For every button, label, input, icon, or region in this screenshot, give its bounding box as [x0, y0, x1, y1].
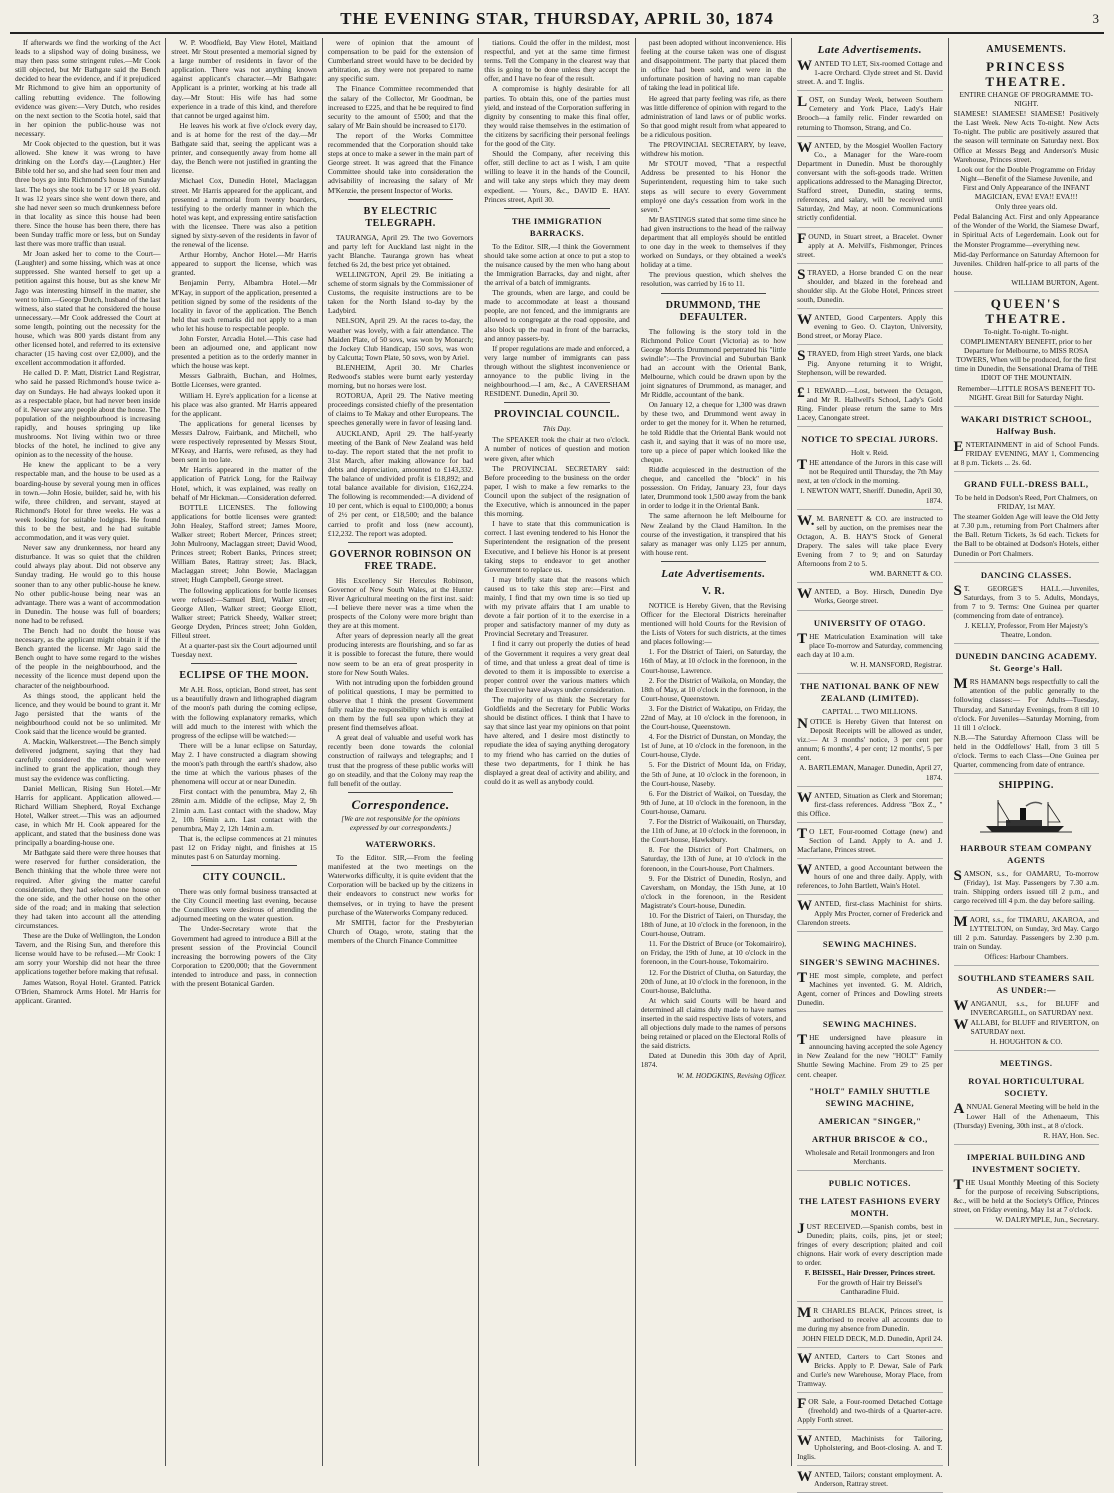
notice-paragraph: 2. For the District of Waikola, on Monday, the 18th of May, at 10 o'clock in the forenoon, in the Court-house, Queenstown. [640, 675, 787, 703]
classified-ad [954, 569, 1099, 645]
masthead-title: THE EVENING STAR, THURSDAY, APRIL 30, 1874 [340, 9, 774, 28]
classified-ad [954, 972, 1099, 1051]
classified-ad [797, 349, 942, 381]
article-paragraph: The report of the Works Committee recommended that the Corporation should take steps at once to make a sewer in the main part of George street. It was agreed that the Finance Committee should take into consideration the advisability of increasing the salary of Mr M'Kenzie, the present Inspector of Works. [327, 130, 474, 195]
classified-ad [797, 827, 942, 859]
article-paragraph: The PROVINCIAL SECRETARY said: Before proceeding to the business on the order paper, I wish to make a few remarks to the Council upon the subject of the resignation of the Executive, which is announced in the paper this morning. [484, 463, 630, 519]
ad-heading: SINGER'S SEWING MACHINES. [799, 956, 940, 967]
article-paragraph: A. Mackin, Walkerstreet.—The Bench simply delivered judgment, saying that they had carefully considered the matter and were inclined to grant the application, though they must say the evidence was conflicting. [15, 737, 161, 783]
article-paragraph: BLENHEIM, April 30. Mr Charles Redwood's stables were burnt early yesterday morning, but no horses were lost. [327, 362, 474, 391]
article-paragraph: ROTORUA, April 29. The Native meeting proceedings consisted chiefly of the presentation of claims to Te Makay and other Europeans. The speeches generally were in favor of leasing land. [327, 391, 474, 428]
article-paragraph: As things stood, the applicant held the licence, and they would be bound to grant it. Mr Jago persisted that the wants of the neighbourhood could not be so unlimited. Mr Cook said that the licence would be granted. [15, 690, 161, 737]
ad-text: Remember—LITTLE ROSA'S BENEFIT TO-NIGHT. Great Bill for Saturday Night. [957, 383, 1096, 402]
ad-text: MRS HAMANN begs respectfully to call the attention of the public generally to the following classes:— For Adults—Tuesday, Thursday, and Saturday Evenings, from 8 till 10 o'clock. For Juveniles—Saturday Morning, from 11 till 1 o'clock. [953, 676, 1099, 732]
ad-heading: UNIVERSITY OF OTAGO. [813, 617, 926, 628]
ad-text: WANTED, Carters to Cart Stones and Bricks. Apply to P. Dewar, Sale of Park and Curle's new Warehouse, Moray Place, from Tramway. [797, 1350, 943, 1389]
divider [504, 208, 609, 209]
section-heading: BY ELECTRIC TELEGRAPH. [363, 205, 438, 229]
ad-text: SAMSON, s.s., for OAMARU, To-morrow (Friday), 1st May. Passengers by 7.30 a.m. train. Shipping orders issued till 2 p.m., and cargo received till 4 p.m. the day before sailing. [953, 868, 1099, 906]
section-heading: DRUMMOND, THE DEFAULTER. [665, 299, 761, 323]
ad-signature: A. BARTLEMAN, Manager. Dunedin, April 27, 1874. [799, 763, 943, 782]
notice-paragraph: 9. For the District of Dunedin, Roslyn, and Caversham, on Monday, the 15th June, at 10 o'clock in the forenoon, in the Resident Magistrate's Court-house, Dunedin. [640, 873, 787, 910]
article-paragraph: If afterwards we find the working of the Act leads to a slipshod way of doing business, we may then pass some stringent rules.—Mr Cook still objected, but Mr Bathgate said the Bench decided to hear the evidence, and if it prejudiced Mr Richmond to give him an opportunity of calling rebutting evidence. The following evidence was given:—Very Dutch, who resides on the next section to the Scotia hotel, said that in her opinion the public-house was not necessary. [15, 38, 161, 138]
ad-text: LOST, on Sunday Week, between Southern Cemetery and York Place, Lady's Hair Brooch—a family relic. Finder rewarded on returning to Thomson, Strang, and Co. [797, 94, 943, 132]
article-paragraph: On January 12, a cheque for 1,300 was drawn by these two, and Drummond went away in order to get the money for it. When he returned, he told Riddle that the Oriental Bank would not cash it, and saying that it was of no more use, tore up a piece of paper which looked like the cheque. [640, 400, 787, 464]
ad-signature: F. BEISSEL, Hair Dresser, Princes street. [804, 1268, 935, 1278]
ad-heading: HARBOUR STEAM COMPANY AGENTS [960, 843, 1093, 866]
article-paragraph: Mr SMITH, factor for the Presbyterian Church of Otago, wrote, stating that the members of the Church Finance Committee [327, 917, 474, 945]
ad-subheading: CAPITAL ... TWO MILLIONS. [822, 706, 918, 716]
section-heading: ECLIPSE OF THE MOON. [179, 670, 309, 682]
classified-ad [797, 1434, 942, 1466]
notice-paragraph: 11. For the District of Bruce (or Tokomairiro), on Friday, the 19th of June, at 10 o'clock in the forenoon, in the Court-house, Tokomairiro. [640, 939, 787, 967]
article-paragraph: The majority of us think the Secretary for Goldfields and the Secretary for Public Works should be distinct offices. I think that I have to say that since last year my opinions on that point have altered, and I desire most distinctly to repudiate the idea of saying anything derogatory to my friend who has carried on the duties of these two departments, for I think he has displayed a great deal of activity and ability, and could do it as well as anybody could. [484, 695, 630, 786]
column-1 [10, 38, 166, 1466]
article-paragraph: Never saw any drunkenness, nor heard any disturbance. It was so quiet that the children could always play about. Did not observe any Sunday trading. He would go to this house sooner than to any other public-house he knew. No other public-house being near was an advantage. There was a want of accommodation in Dunedin. The house was full of boarders; none had to be refused. [15, 543, 161, 625]
ad-text: JUST RECEIVED.—Spanish combs, best in Dunedin; plaits, coils, pins, jet or steel; fringes of every description; plaited and coil chignons. Hair work of every description made to order. [797, 1220, 943, 1268]
newspaper-columns [10, 38, 1104, 1488]
ad-subheading: To-night. To-night. To-night. [983, 326, 1069, 336]
ad-signature: I. NEWTON WATT, Sheriff. Dunedin, April 30, 1874. [800, 486, 943, 505]
article-paragraph: Mr Harris appeared in the matter of the application of Patrick Long, for the Railway Hotel, which, it was explained, was really on behalf of Mr Hickman.—Consideration deferred. [171, 465, 317, 502]
ad-title: QUEEN'S THEATRE. [985, 295, 1068, 326]
classified-ad [954, 650, 1099, 774]
ad-subheading: ENTIRE CHANGE OF PROGRAMME TO-NIGHT. [959, 90, 1094, 109]
article-paragraph: WELLINGTON, April 29. Be initiating a scheme of storm signals by the Commissioner of Customs, the requisite instructions are to be taken for the North Island to-day by the Ladybird. [327, 269, 474, 316]
ad-text: W.M. BARNETT & CO. are instructed to sell by auction, on the premises near the Octagon, A. B. HAY'S Stock of General Drapery. The sales will take place Every Evening from 7 to 9; and on Saturday Afternoons from 2 to 5. [797, 512, 943, 569]
article-paragraph: The same afternoon he left Melbourne for New Zealand by the Claud Hamilton. In the course of the investigation, it transpired that his salary as manager was only L125 per annum, with house rent. [640, 511, 787, 557]
article-paragraph: Mr Cook objected to the question, but it was allowed. She knew it was wrong to have drinking on the Lord's day.—(Laughter.) Her Bible told her so, and she had seen four men and three boys go into Richmond's house on Sunday last. The boys she took to be 17 or 18 years old. It was 12 years since she went down there, and she had never seen so much drunkenness before in that locality as since this house had been there. Since the house has been there, there has been Sunday traffic more or less, but on Sunday last there was more traffic than usual. [15, 139, 161, 249]
column-6 [792, 38, 948, 1488]
ad-heading: WAKARI DISTRICT SCHOOL, Halfway Bush. [960, 413, 1092, 436]
classified-ad [797, 1470, 942, 1493]
article-paragraph: W. P. Woodfield, Bay View Hotel, Maitland street. Mr Stout presented a memorial signed by a large number of residents in favor of the application. There was not anything known against applicant's character.—Mr Bathgate: Applicant is a printer, working at his trade all day.—Mr Stout: His wife has had some experience in a trade of this kind, and therefore that cannot be urged against him. [171, 38, 317, 120]
article-paragraph: I may briefly state that the reasons which caused us to take this step are:—First and mainly, I find that my own time is so tied up with my private affairs that I am unable to devote a fair portion of it to the exercise in a proper and satisfactory manner of my duty as Provincial Secretary and Treasurer. [484, 574, 630, 639]
notice-paragraph: 10. For the District of Taieri, on Thursday, the 18th of June, at 10 o'clock in the forenoon, in the Court-house, Outram. [640, 910, 787, 939]
classified-ad [954, 1151, 1099, 1229]
ad-signature: R. HAY, Hon. Sec. [1043, 1130, 1099, 1140]
ad-text: For the growth of Hair try Beissel's Cantharadine Fluid. [817, 1278, 922, 1297]
notice-paragraph: NOTICE is Hereby Given, that the Revising Officer for the Electoral Districts hereinafter mentioned will hold Courts for the Revision of the Lists of Voters for such districts, at the times and places following:— [640, 600, 787, 647]
ad-text: THE attendance of the Jurors in this case will not be Required until Thursday, the 7th May next, at ten o'clock in the morning. [797, 457, 943, 486]
notice-paragraph: At which said Courts will be heard and determined all claims duly made to have names inserted in the said respective lists of voters, and all objections duly made to the names of persons being retained or placed on the Electoral Rolls of the said districts. [640, 995, 787, 1051]
article-paragraph: Benjamin Perry, Albambra Hotel.—Mr M'Kay, in support of the application, presented a petition signed by some of the residents of the locality in favor of the application. The Bench held that such remarks did not apply to a man who let his house to respectable people. [171, 278, 317, 333]
section-heading: AMUSEMENTS. [986, 44, 1067, 55]
article-paragraph: AUCKLAND, April 29. The half-yearly meeting of the Bank of New Zealand was held to-day. The report stated that the net profit to 31st March, after making allowance for bad debts and depreciation, amounted to £143,332. The balance of undivided profit is £18,892; and total balance available for division, £162,224. The following is recommended:—A dividend of 10 per cent, which is equal to £100,000; a bonus of 2½ per cent, or £18,500; and the balance carried to profit and loss (new account), £12,232. The report was adopted. [327, 428, 474, 538]
ad-text: WANTED, a good Accountant between the hours of one and three daily. Apply, with references, to John Bartlett, Wain's Hotel. [797, 862, 943, 891]
ad-text: COMPLIMENTARY BENEFIT, prior to her Departure for Melbourne, to MISS ROSA TOWERS, When will be produced, for the first time in Dunedin, the Sensational Drama of THE IDIOT OF THE MOUNTAIN. [954, 337, 1098, 383]
section-heading: Correspondence. [351, 796, 450, 812]
article-paragraph: The previous question, which shelves the resolution, was carried by 16 to 11. [640, 270, 787, 289]
ad-text: Wholesale and Retail Ironmongers and Iron Merchants. [805, 1147, 935, 1166]
page-number: 3 [1092, 11, 1100, 26]
article-paragraph: Arthur Hornby, Anchor Hotel.—Mr Harris appeared to support the license, which was granted. [171, 250, 317, 278]
section-heading: Late Advertisements. [817, 44, 922, 56]
notice-paragraph: 5. For the District of Mount Ida, on Friday, the 5th of June, at 10 o'clock in the forenoon, in the Court-house, Naseby. [640, 760, 787, 788]
ad-text: THE Matriculation Examination will take place To-morrow and Saturday, commencing each day at 10 a.m. [797, 630, 943, 659]
article-paragraph: NELSON, April 29. At the races to-day, the weather was lovely, with a fair attendance. The Maiden Plate, of 50 sovs, was won by Monarch; the Jockey Club Handicap, 150 sovs, was won by Calcutta; Town Plate, 50 sovs, won by Ariel. [327, 316, 474, 362]
ad-text: WANTED, by the Mosgiel Woollen Factory Co., a Manager for the Ware-room Department in Dunedin. Must be thoroughly conversant with the soft-goods trade. Written applications addressed to the Managing Director, Stafford street, Dunedin, stating terms, references, and salary, will be received until Saturday, 2nd May, at noon. Communications strictly confidential. [797, 139, 943, 223]
classified-ad [954, 296, 1099, 407]
article-paragraph: The Bench had no doubt the house was necessary, as the applicant might obtain it if the Bench granted the license. Mr Jago said the Bench ought to have some regard to the wishes of the people in the neighbourhood, and the necessity of the licence must depend upon the character of the neighbourhood. [15, 626, 161, 690]
article-paragraph: First contact with the penumbra, May 2, 6h 28min a.m. Middle of the eclipse, May 2, 9h 21min a.m. Last contact with the shadow, May 2, 10h 56min a.m. Last contact with the penumbra, May 2, 12h 14min a.m. [171, 787, 317, 833]
classified-ad [954, 59, 1099, 292]
article-paragraph: His Excellency Sir Hercules Robinson, Governor of New South Wales, at the Hunter River Agricultural meeting on the first inst. said:—I believe there never was a time when the prospects of the Colony were more bright than they are at this moment. [327, 575, 474, 631]
ad-text: WANTED, a Boy. Hirsch, Dunedin Dye Works, George street. [797, 586, 943, 606]
ad-text: ANNUAL General Meeting will be held in the Lower Hall of the Athenaeum, This (Thursday) Evening, 30th inst., at 8 o'clock. [953, 1101, 1099, 1130]
ad-subheading: Holt v. Reid. [850, 448, 889, 458]
ad-heading: "HOLT" FAMILY SHUTTLE SEWING MACHINE, [809, 1085, 931, 1108]
article-paragraph: These are the Duke of Wellington, the London Tavern, and the Rising Sun, and therefore this license would have to be refused.—Mr Cook: I am sorry your Worship did not hear the three applications together before making that refusal. [15, 931, 161, 977]
article-paragraph: To the Editor. SIR,—I think the Government should take some action at once to put a stop to the nuisance caused by the men who hang about the Immigration Barracks, day and night, after the arrival of a batch of immigrants. [484, 241, 630, 288]
article-paragraph: The applications for general licenses by Messrs Dalrow, Fairbank, and Mitchell, who were respectively represented by Messrs Stout, M'Keay, and Harris, were refused, as they had been sent in too late. [171, 418, 317, 465]
ad-text: N.B.—The Saturday Afternoon Class will be held in the Oddfellows' Hall, from 3 till 5 o'clock. Terms to each Class—One Guinea per Quarter, commencing from date of entrance. [953, 732, 1099, 770]
classified-ad [797, 1018, 942, 1171]
classified-ad [797, 617, 942, 674]
article-paragraph: The PROVINCIAL SECRETARY, by leave, withdrew his motion. [640, 140, 787, 159]
royal-cipher: V. R. [701, 585, 725, 597]
ad-text: FOUND, in Stuart street, a Bracelet. Owner apply at A. Melvill's, Fishmonger, Princes street. [797, 230, 943, 259]
classified-ad [797, 680, 942, 787]
ad-heading: THE NATIONAL BANK OF NEW ZEALAND (LIMITED). [800, 680, 940, 703]
article-paragraph: James Watson, Royal Hotel. Granted. Patrick O'Brien, Shamrock Arms Hotel. Mr Harris for applicant. Granted. [15, 977, 161, 1005]
notice-paragraph: 8. For the District of Port Chalmers, on Saturday, the 13th of June, at 10 o'clock in the forenoon, in the Court-house, Port Chalmers. [640, 845, 787, 873]
article-paragraph: That is, the eclipse commences at 21 minutes past 12 on Friday night, and finishes at 15 minutes past 6 on Saturday morning. [171, 833, 317, 861]
ad-heading: GRAND FULL-DRESS BALL, [963, 479, 1089, 489]
classified-ad [797, 791, 942, 823]
article-paragraph: Mr A.H. Ross, optician, Bond street, has sent us a beautifully drawn and lithographed diagram of the moon's path during the coming eclipse, with the following explanatory remarks, which will add much to the interest with which the progress of the eclipse will be watched:— [171, 685, 317, 740]
article-paragraph: At a quarter-past six the Court adjourned until Tuesday next. [171, 641, 317, 660]
classified-ad [797, 1397, 942, 1429]
divider [191, 865, 296, 866]
classified-ad [797, 938, 942, 1012]
ad-text: WANTED, Tailors; constant employment. A. Anderson, Rattray street. [797, 1468, 943, 1488]
section-heading: CITY COUNCIL. [202, 872, 286, 884]
ad-text: Look out for the Double Programme on Friday Night—Benefit of the Siamese Juvenile, and First and Only Appearance of the INFANT MAGICIAN, EVA! EVA!! EVA!!! [956, 164, 1096, 202]
ad-heading: SOUTHLAND STEAMERS SAIL AS UNDER:— [958, 973, 1095, 995]
classified-ad [797, 59, 942, 91]
article-paragraph: With not intruding upon the forbidden ground of political questions, I may be permitted to observe that I think the present Government fully realize the responsibility which is entailed on them by the full sea upon which they at present find themselves afloat. [327, 677, 474, 733]
section-heading: Late Advertisements. [661, 567, 766, 580]
classified-ad [797, 95, 942, 136]
ad-heading: DUNEDIN DANCING ACADEMY. St. George's Hall. [955, 651, 1098, 674]
section-heading: PUBLIC NOTICES. [828, 1177, 911, 1188]
ad-signature: JOHN FIELD DECK, M.D. Dunedin, April 24. [802, 1333, 943, 1343]
section-heading: WATERWORKS. [365, 839, 436, 850]
classified-ad [797, 232, 942, 264]
article-paragraph: BOTTLE LICENSES. The following applications for bottle licenses were granted: John Healey, Stafford street; James Moore, Walker street; Robert Mercer, Princes street; John Mulroony, Maclaggan street; David Wood, Princes street; Robert Banks, Princes street; William Bates, Rattray street; Jas. Black, Maclaggan street; John Bowie, Maclaggan street; Hugh Campbell, George street. [171, 502, 317, 585]
classified-ad [797, 587, 942, 610]
ad-text: To be held in Dodson's Reed, Port Chalmers, on FRIDAY, 1st MAY. [955, 493, 1098, 512]
ad-signature: W. H. MANSFORD, Registrar. [850, 659, 943, 669]
ad-text: FOR Sale, a Four-roomed Detached Cottage (freehold) and two-thirds of a Quarter-acre. Apply Forth street. [797, 1396, 943, 1425]
article-paragraph: The SPEAKER took the chair at two o'clock. A number of notices of question and motion were given, after which [484, 435, 630, 463]
article-paragraph: To the Editor. SIR,—From the feeling manifested at the two meetings on the Waterworks difficulty, it is quite evident that the Corporation will be backed up by the citizens in their endeavors to construct new works for themselves, or in trying to have the present purchase of the Waterworks Company reduced. [327, 853, 474, 917]
ad-heading: ARTHUR BRISCOE & CO., [811, 1133, 928, 1144]
ad-title: PRINCESS THEATRE. [985, 59, 1068, 89]
classified-ad [797, 899, 942, 931]
classified-ad [797, 433, 942, 510]
notice-paragraph: 4. For the District of Dunstan, on Monday, the 1st of June, at 10 o'clock in the forenoon, in the Court-house, Clyde. [640, 732, 787, 760]
section-subheading: This Day. [542, 424, 572, 434]
ad-signature: WILLIAM BURTON, Agent. [1011, 277, 1099, 287]
section-heading: THE IMMIGRATION BARRACKS. [511, 215, 603, 238]
classified-ad [797, 141, 942, 228]
ad-text: THE most simple, complete, and perfect Machines yet invented. G. M. Aldrich, Agent, corner of Princes and Dowling streets Dunedin. [797, 969, 943, 1008]
ad-text: WANTED, Good Carpenters. Apply this evening to Geo. O. Clayton, University, Bond street, or Moray Place. [797, 312, 943, 341]
classified-ad [797, 1195, 942, 1302]
column-4 [479, 38, 635, 1466]
divider [661, 561, 766, 562]
ad-text: THE Usual Monthly Meeting of this Society for the purpose of receiving Subscriptions, &c., will be held at the Society's Office, Princes street, on Friday evening, May 1st at 7 o'clock. [953, 1176, 1099, 1215]
ad-text: Mid-day Performance on Saturday Afternoon for Juveniles. Children half-price to all parts of the house. [953, 249, 1099, 277]
ad-text: MAORI, s.s., for TIMARU, AKAROA, and LYTTELTON, on Sunday, 3rd May. Cargo till 2 p.m. Saturday. Passengers by 2.30 p.m. train on Sunday. [953, 913, 1099, 951]
article-paragraph: past been adopted without inconvenience. His feeling at the course taken was one of disgust and disappointment. The party that placed them in office had been sold, and were in the unfortunate position of having no man capable of taking the lead in political life. [640, 38, 787, 93]
ad-text: WANTED TO LET, Six-roomed Cottage and 1-acre Orchard. Clyde street and St. David street. A. and T. Inglis. [797, 58, 943, 87]
ad-text: Pedal Balancing Act. First and only Appearance of the Wonder of the World, the Siamese Dwarf, in Spiritual Acts of Legerdemain. Look out for the Monster Programme—everything new. [953, 212, 1099, 249]
notice-paragraph: 6. For the District of Waikoi, on Tuesday, the 9th of June, at 10 o'clock in the forenoon, in the Court-house, Oamaru. [640, 788, 787, 816]
ad-text: STRAYED, from High street Yards, one black Pig. Anyone returning it to Wright, Stephenson, will be rewarded. [797, 348, 943, 377]
article-paragraph: Mr Bathgate said there were three houses that were reserved for further consideration, the Bench thinking that the whole three were not required. After giving the matter careful consideration, they had selected one house on the one side, and the other house on the other side of the road; and in making that selection they had taken into account all the attending circumstances. [15, 848, 161, 930]
article-paragraph: Messrs Galbraith, Buchan, and Holmes, Bottle Licenses, were granted. [171, 371, 317, 390]
section-heading: SHIPPING. [998, 780, 1054, 792]
ad-text: TO LET, Four-roomed Cottage (new) and Section of Land. Apply to A. and J. Macfarlane, Princes street. [797, 825, 943, 855]
notice-paragraph: 1. For the District of Taieri, on Saturday, the 16th of May, at 10 o'clock in the forenoon, in the Court-house, Lawrence. [640, 647, 787, 675]
ad-text: Offices: Harbour Chambers. [984, 951, 1069, 961]
classified-ad [954, 915, 1099, 966]
article-paragraph: He called D. P. Matt, District Land Registrar, who said he passed Richmond's house twice a-day on Sundays. He had always looked upon it as a respectable place, but had never been inside of it. Never saw any people about the house. The population of the neighbourhood is increasing rapidly, and houses springing up like mushrooms. Not living within two or three blocks of the hotel, he inclined to give any opinion as to the necessity of the house. [15, 368, 161, 460]
ad-text: MR CHARLES BLACK, Princes street, is authorised to receive all accounts due to me during my absence from Dunedin. [797, 1304, 943, 1333]
article-paragraph: Michael Cox, Dunedin Hotel, Maclaggan street. Mr Harris appeared for the applicant, and presented a memorial from twenty boarders, testifying to the orderly manner in which the hotel was kept, and expressing entire satisfaction with the licensee. There was also a petition signed by sixty-seven of the residents in favor of the renewal of the license. [171, 176, 317, 250]
divider [348, 792, 453, 793]
article-paragraph: tiations. Could the offer in the mildest, most respectful, and yet at the same time firmest terms. Tell the Company in the clearest way that this is going to be done unless they accept the offer, and I have no fear of the result. [484, 38, 630, 84]
ad-text: THE undersigned have pleasure in announcing having accepted the sole Agency in New Zealand for the new "HOLT" Family Shuttle Sewing Machine. From 29 to 25 per cent. cheaper. [797, 1032, 943, 1079]
ad-heading: THE LATEST FASHIONS EVERY MONTH. [798, 1195, 941, 1218]
ad-text: SIAMESE! SIAMESE! SIAMESE! Positively the Last Week. New Acts To-night. New Acts To-night. The public are positively assured that the season will terminate on Saturday next. Box Office at Messrs Begg and Anderson's Music Warehouse, Princes street. [953, 109, 1099, 164]
classified-ad [954, 869, 1099, 910]
article-paragraph: He knew the applicant to be a very respectable man, and the house to be used as a boarding-house by several young men in offices in town.—John Hosie, builder, said he, with his wife, three children, and servant, stayed at Richmond's Hotel for three weeks. He was a week looking for suitable lodgings. He found this to be the best, and he had suitable accommodation, and it was very quiet. [15, 460, 161, 543]
ad-text: Only three years old. [995, 202, 1058, 212]
ad-text: ST. GEORGE'S HALL.—Juveniles, Saturdays, from 3 to 5. Adults, Mondays, from 7 to 9. Terms: One Guinea per quarter (commencing from date of entrance). [953, 582, 1099, 620]
ad-text: ENTERTAINMENT in aid of School Funds. FRIDAY EVENING, MAY 1, Commencing at 8 p.m. Tickets ... 2s. 6d. [953, 438, 1099, 467]
article-paragraph: I have to state that this communication is correct. I last evening tendered to his Honor the Superintendent the resignation of the present Executive, and I believe his Honor is at present taking steps to endeavor to get another Government to replace us. [484, 519, 630, 574]
article-paragraph: The grounds, when are large, and could be made to accommodate at least a thousand people, are not fenced, and the immigrants are allowed to congregate at the road opposite, and also block up the road in front of the barracks, and annoy passers-by. [484, 288, 630, 343]
article-paragraph: There was only formal business transacted at the City Council meeting last evening, because the Councillors were desirous of attending the adjourned meeting on the water question. [171, 887, 317, 924]
ad-text: STRAYED, a Horse branded C on the near shoulder, and blazed in the forehead and shoulder slip. At the Globe Hotel, Princes street south, Dunedin. [797, 266, 943, 305]
classified-ad [797, 514, 942, 584]
ad-text: WANGANUI, s.s., for BLUFF and INVERCARGILL, on SATURDAY next. [953, 998, 1099, 1018]
notice-paragraph: 12. For the District of Clutha, on Saturday, the 20th of June, at 10 o'clock in the forenoon, in the Court-house, Balclutha. [640, 967, 787, 995]
ad-heading: ROYAL HORTICULTURAL SOCIETY. [968, 1076, 1085, 1099]
notice-signature: W. M. HODGKINS, Revising Officer. [676, 1070, 787, 1080]
article-paragraph: I find it carry out properly the duties of head of the Government it requires a very great deal of time, and that unless a great deal of time is devoted to them it is impossible to exercise a proper control over the various matters which the Executive have always under consideration. [484, 639, 630, 694]
ad-text: WANTED, Machinists for Tailoring, Upholstering, and Boot-closing. A. and T. Inglis. [797, 1432, 943, 1461]
classified-ad [954, 1075, 1099, 1144]
ad-signature: W. DALRYMPLE, Jun., Secretary. [995, 1215, 1099, 1225]
article-paragraph: The Under-Secretary wrote that the Government had agreed to introduce a Bill at the present session of the Provincial Council increasing the borrowing powers of the City Corporation to £200,000; that the Government intended to introduce and pass, in connection with the present Botanical Garden. [171, 924, 317, 988]
article-paragraph: were of opinion that the amount of compensation to be paid for the extension of Cumberland street would have to be decided by arbitration, as they were not prepared to name any specific sum. [327, 38, 474, 84]
section-heading: GOVERNOR ROBINSON ON FREE TRADE. [329, 548, 472, 572]
article-paragraph: Mr Joan asked her to come to the Court—(Laughter) and some hissing, which was at once suppressed. She wanted herself to get up a petition against this house, but as she knew Mr Jago was interesting himself in the matter, she went to him.—George Dutch, husband of the last witness, also stated that he considered the house unnecessary.—Mr Cook addressed the Court at some length, pointing out the necessity for the house, which was 800 yards distant from any other licensed hotel, and referred to its extensive character (15 having cost over £2,000), and the excellent accommodation it afforded. [15, 249, 161, 368]
classified-ad [797, 386, 942, 427]
article-paragraph: Riddle acquiesced in the destruction of the cheque, and cancelled the "block" in his possession. On Friday, January 23, four days later, Drummond took 1,500 away from the bank in order to lodge it in the Oriental Bank. [640, 464, 787, 511]
divider [348, 199, 453, 200]
divider [504, 402, 609, 403]
article-paragraph: A compromise is highly desirable for all parties. To obtain this, one of the parties must yield, and instead of the Corporation suffering in dignity by consenting to make this final offer, they would raise themselves in the estimation of the citizens by sacrificing their personal feelings for the good of the City. [484, 84, 630, 149]
article-paragraph: There will be a lunar eclipse on Saturday, May 2. I have constructed a diagram showing the moon's path through the earth's shadow, also the time at which the various phases of the phenomena will occur at or near Dunedin. [171, 740, 317, 787]
article-paragraph: John Forster, Arcadia Hotel.—This case had been an adjourned one, and applicant now presented a petition as to the orderly manner in which the house was kept. [171, 334, 317, 371]
article-paragraph: Should the Company, after receiving this offer, still decline to act as I wish, I am quite willing to leave it in the hands of the Council, and will take any steps which they may deem expedient. — Yours, &c., DAVID E. HAY. Princes street, April 30. [484, 149, 630, 204]
classified-ad [797, 1352, 942, 1393]
article-paragraph: The following is the story told in the Richmond Police Court (Victoria) as to how George Morris Drummond perpetrated his "little swindle":—The Provincial and Suburban Bank had an account with the Oriental Bank, Melbourne, which could be drawn upon by the joint signatures of Drummond, as manager, and Mr Riddle, accountant of the bank. [640, 326, 787, 400]
ad-text: The steamer Golden Age will leave the Old Jetty at 7.30 p.m., returning from Port Chalmers after the Ball. Return Tickets, 3s 6d each. Tickets for the Ball to be obtained at Dodson's Hotels, either Dunedin or Port Chalmers. [953, 512, 1099, 558]
classified-ad [797, 863, 942, 895]
column-5 [636, 38, 792, 1466]
classified-ad [797, 313, 942, 345]
notice-paragraph: Dated at Dunedin this 30th day of April, 1874. [640, 1051, 787, 1070]
ad-text: £1 REWARD.—Lost, between the Octagon, and Mr R. Hallwell's School, Lady's Gold Ring. Finder please return the same to Mrs Lacey, Canongate street. [797, 384, 943, 422]
divider [348, 542, 453, 543]
classified-ad [954, 413, 1099, 472]
column-2 [166, 38, 322, 1466]
article-paragraph: The following applications for bottle licenses were refused:—Samuel Bird, Walker street; George Allen, Walker street; George Eliott, Walker street; Patrick Sheedy, Walker street; George Dryden, Princes street; John Golden, Filleul street. [171, 585, 317, 640]
notice-paragraph: 7. For the District of Waikouaiti, on Thursday, the 11th of June, at 10 o'clock in the forenoon, in the Court-house, Hawksbury. [640, 817, 787, 845]
masthead [10, 6, 1104, 34]
ad-heading: SEWING MACHINES. [822, 1019, 917, 1030]
classified-ad [954, 478, 1099, 563]
classified-ad [797, 1306, 942, 1348]
article-paragraph: A great deal of valuable and useful work has recently been done towards the colonial construction of railways and telegraphs; and I trust that the progress of these public works will go on steadily, and that the Colony may reap the full benefit of the outlay. [327, 733, 474, 788]
divider [661, 293, 766, 294]
steamship-icon [976, 796, 1076, 836]
ad-text: WANTED, Situation as Clerk and Storeman; first-class references. Address "Box Z., " this Office. [797, 789, 943, 818]
ad-heading: IMPERIAL BUILDING AND INVESTMENT SOCIETY. [966, 1151, 1086, 1174]
ad-heading: NOTICE TO SPECIAL JURORS. [801, 434, 939, 445]
ad-heading: AMERICAN "SINGER," [818, 1115, 922, 1126]
ad-text: WANTED, first-class Machinist for shirts. Apply Mrs Procter, corner of Frederick and Clarendon streets. [797, 898, 943, 927]
article-paragraph: If proper regulations are made and enforced, a very large number of immigrants can pass through without the slightest inconvenience or annoyance to the public living in the neighbourhood.—I am, &c., A CAVERSHAM RESIDENT. Dunedin, April 30. [484, 343, 630, 399]
article-paragraph: William H. Eyre's application for a license at his place was also granted. Mr Harris appeared for the applicant. [171, 390, 317, 418]
divider [191, 663, 296, 664]
ad-signature: H. HOUGHTON & CO. [990, 1037, 1063, 1047]
editorial-note: [We are not responsible for the opinions expressed by our correspondents.] [341, 813, 460, 832]
ad-heading: SEWING MACHINES. [822, 938, 917, 949]
article-paragraph: He leaves his work at five o'clock every day, and is at home for the rest of the day.—Mr Bathgate said that, seeing the applicant was a printer, and consequently away from home all day, the Bench were not justified in granting the license. [171, 120, 317, 176]
article-paragraph: He agreed that party feeling was rife, as there was little difference of opinion with regard to the administration of land laws or of public works. So that good might result from what appeared to be a ridiculous position. [640, 93, 787, 139]
article-paragraph: Daniel Mellican, Rising Sun Hotel.—Mr Harris for applicant. Application allowed.—Richard William Shepherd, Royal Exchange Hotel, Walker street.—This was an adjourned case, in which Mr H. Cook appeared for the applicant, and stated that the business done was principally a boarding-house one. [15, 783, 161, 848]
ad-signature: J. KELLY, Professor, From Her Majesty's Theatre, London. [964, 621, 1088, 640]
classified-ad [797, 268, 942, 309]
ad-text: NOTICE is Hereby Given that Interest on Deposit Receipts will be allowed as under, viz.:— At 3 months' notice, 3 per cent per annum; 6 months', 4 per cent; 12 months', 5 per cent. [797, 715, 943, 763]
ad-text: WALLABI, for BLUFF and RIVERTON, on SATURDAY next. [953, 1017, 1099, 1037]
ad-heading: DANCING CLASSES. [980, 569, 1072, 580]
section-heading: MEETINGS. [1000, 1058, 1053, 1069]
column-7 [949, 38, 1104, 1466]
article-paragraph: Mr BASTINGS stated that some time since he had given instructions to the head of the railway department that all employés should be entitled to one day in the week to themselves if they worked on Sundays, or they obtained a week's holiday at a time. [640, 214, 787, 270]
ad-signature: WM. BARNETT & CO. [869, 569, 943, 579]
column-3 [323, 38, 479, 1466]
article-paragraph: After years of depression nearly all the great producing interests are flourishing, and so far as it is possible to forecast the future, there would now seem to be an era of great prosperity in store for New South Wales. [327, 631, 474, 677]
section-heading: PROVINCIAL COUNCIL. [494, 409, 620, 421]
notice-paragraph: 3. For the District of Wakatipu, on Friday, the 22nd of May, at 10 o'clock in the forenoon, in the Court-house, Queenstown. [640, 703, 787, 732]
article-paragraph: Mr STOUT moved, "That a respectful Address be presented to his Honor the Superintendent, requesting him to take such steps as will secure to every Government employé one day's cessation from work in the seven." [640, 159, 787, 214]
article-paragraph: TAURANGA, April 29. The two Governors and party left for Auckland last night in the yacht Blanche. Tauranga grown has wheat fetched 6s 2d, the best price yet obtained. [327, 232, 474, 269]
article-paragraph: The Finance Committee recommended that the salary of the Collector, Mr Goodman, be increased to £225, and that he be required to find security to the amount of £500; and that the salary of Mr Bain should be increased to £170. [327, 84, 474, 130]
